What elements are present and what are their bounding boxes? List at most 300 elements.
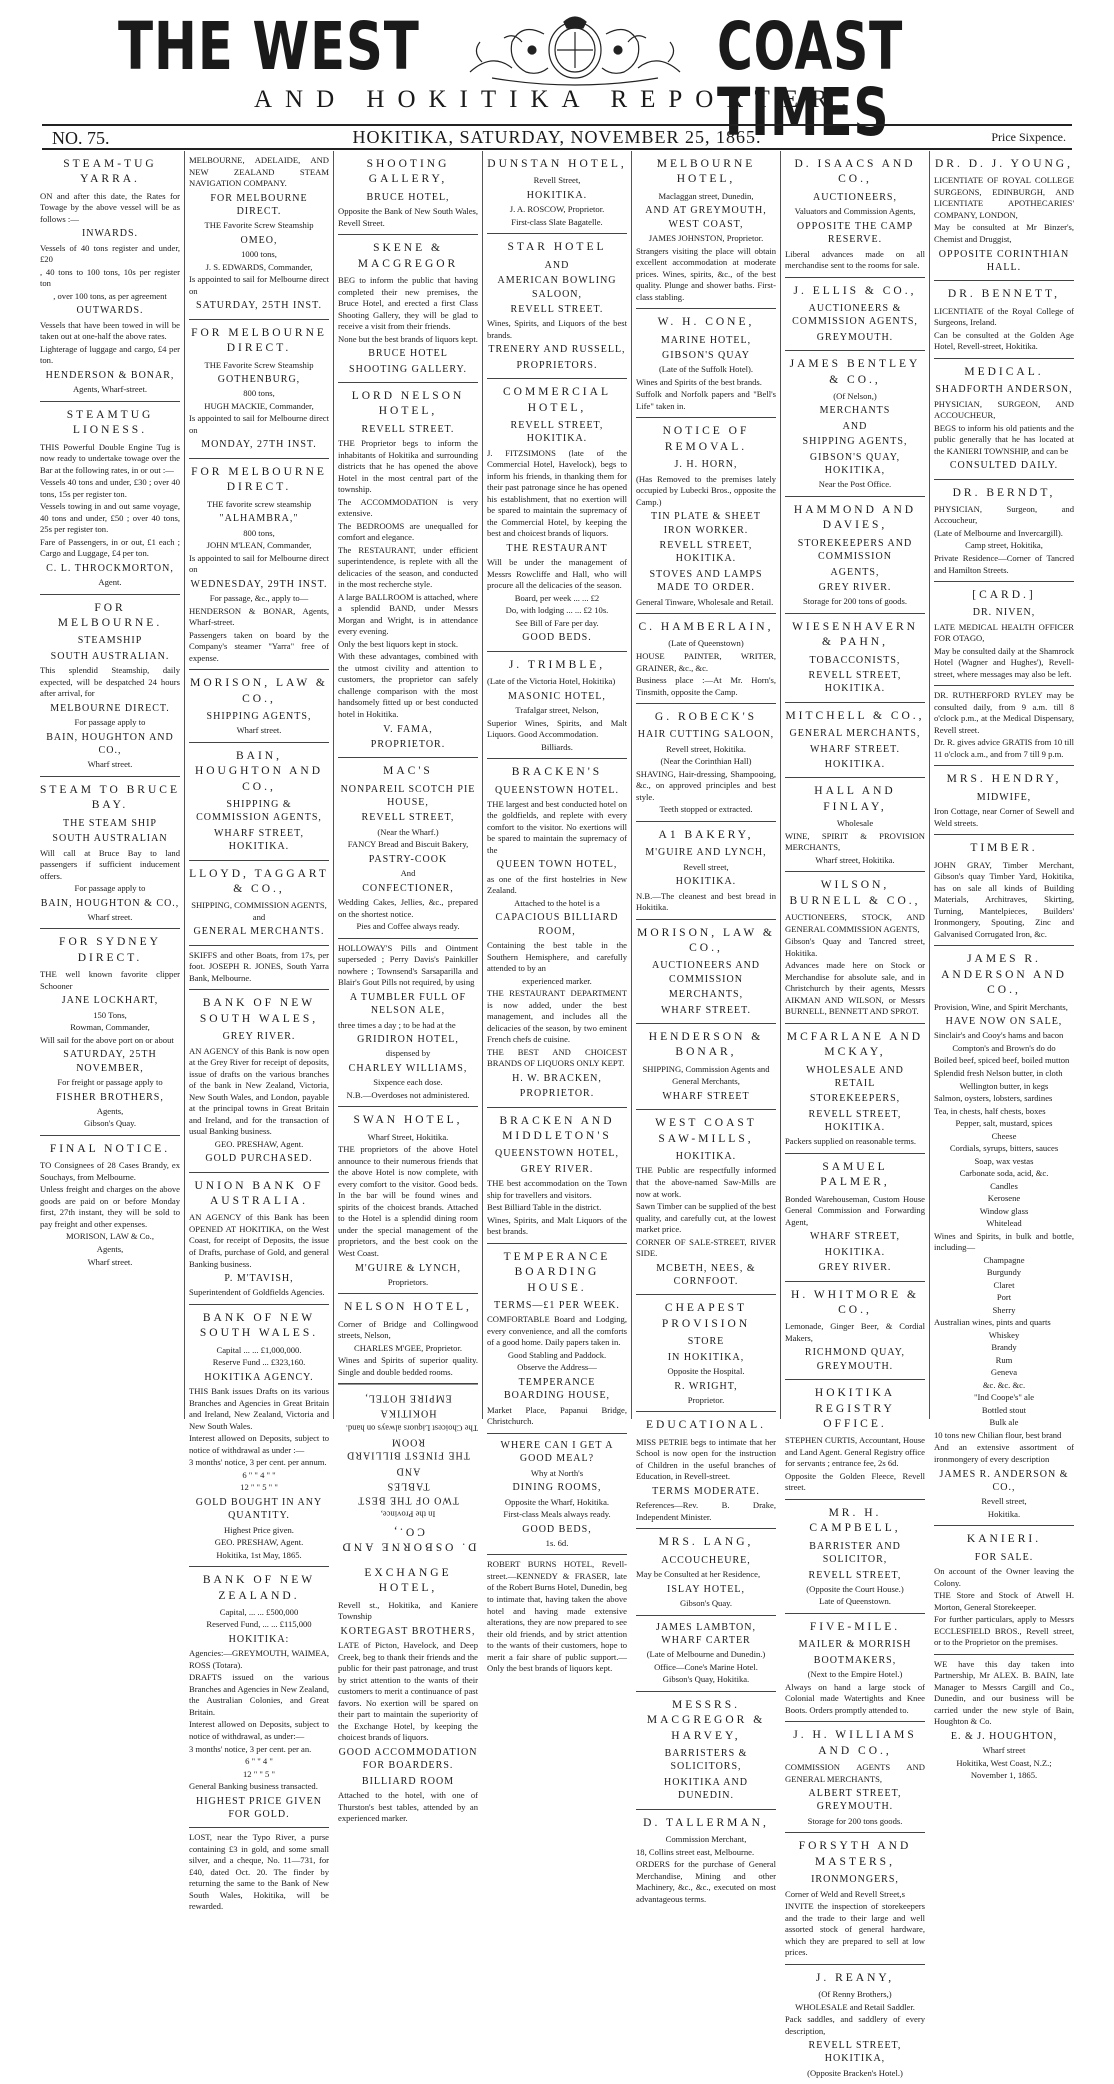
advertisement xyxy=(189,459,329,670)
ad-heading: DR. BERNDT, xyxy=(952,486,1056,499)
advertisement xyxy=(636,822,776,920)
ad-line: STOREKEEPERS AND COMMISSION xyxy=(797,537,913,563)
column-7 xyxy=(930,151,1078,1781)
ad-heading: WHERE CAN I GET A GOOD MEAL? xyxy=(500,1439,614,1465)
ad-line: Interest allowed on Deposits, subject to notice of withdrawal as under :— xyxy=(189,1433,329,1455)
ad-heading: FOR MELBOURNE DIRECT. xyxy=(191,465,327,494)
ad-line: JOHN M'LEAN, Commander, xyxy=(206,540,312,551)
ad-line: Gibson's Quay and Tancred street, Hokitika. xyxy=(785,936,925,958)
ad-line: Highest Price given. xyxy=(224,1524,294,1535)
ad-line: Maclaggan street, Dunedin, xyxy=(658,190,754,201)
ad-line: Wines and Spirits, in bulk and bottle, including— xyxy=(934,1230,1074,1253)
ad-line: Vessels that have been towed in will be taken out at one-half the above rates. xyxy=(40,319,180,342)
advertisement xyxy=(338,1294,478,1384)
ad-heading: JAMES R. ANDERSON AND CO., xyxy=(941,953,1067,997)
ad-heading: DR. RUTHERFORD RYLEY may be consulted daily, from 9 a.m. till 8 o'clock p.m., at the Medical Dispensary, Revell street. xyxy=(934,690,1074,735)
ad-line: Attached to the hotel is a xyxy=(514,897,600,908)
ad-line: Advances made here on Stock or Merchandise for absolute sale, and in Christchurch by their agents, Messrs AIKMAN AND WILSON, or Messrs BURNELL, BENNETT AND SPROT. xyxy=(785,960,925,1017)
ad-line: V. FAMA, xyxy=(383,723,433,735)
ad-line: Vessels towing in and out same voyage, 40 tons and under, £50 ; over 40 tons, 25s per register ton. xyxy=(40,501,180,535)
ad-heading: J. H. WILLIAMS AND CO., xyxy=(793,1729,917,1757)
ad-line: Can be consulted at the Golden Age Hotel, Revell-street, Hokitika. xyxy=(934,329,1074,352)
ad-line: Tea, in chests, half chests, boxes xyxy=(934,1105,1046,1116)
ad-line: Agents, xyxy=(96,1105,124,1116)
ad-line: Agent. xyxy=(98,577,122,588)
advertisement xyxy=(189,151,329,320)
ad-line: Wharf street. xyxy=(87,1256,133,1267)
ad-line: Carbonate soda, acid, &c. xyxy=(959,1168,1049,1179)
issue-date: HOKITIKA, SATURDAY, NOVEMBER 25, 1865. xyxy=(352,127,762,147)
ad-line: WHARF STREET, HOKITIKA. xyxy=(213,827,305,853)
ad-line: Corner of Bridge and Collingwood streets, Nelson, xyxy=(338,1318,478,1341)
ad-line: MISS PETRIE begs to intimate that her School is now open for the instruction of Children in the useful branches of Education, in Revell-street. xyxy=(636,1436,776,1482)
ad-heading: MRS. HENDRY, xyxy=(946,773,1062,786)
ad-line: Wines and Spirits of superior quality. Single and double bedded rooms. xyxy=(338,1355,478,1377)
advertisement xyxy=(189,861,329,946)
ad-line: (Late of Melbourne and Dunedin.) xyxy=(646,1649,766,1660)
advertisement xyxy=(189,743,329,861)
ad-line: AUCTIONEERS & COMMISSION AGENTS, xyxy=(792,302,918,328)
ad-line: (Late of the Victoria Hotel, Hokitika) xyxy=(487,676,616,687)
advertisement xyxy=(934,359,1074,480)
ad-line: REVELL STREET, HOKITIKA. xyxy=(510,419,604,445)
ad-heading: FOR MELBOURNE DIRECT. xyxy=(191,326,327,355)
ad-line: COMFORTABLE Board and Lodging, every convenience, and all the comforts of a good home. Daily papers taken in. xyxy=(487,1314,627,1348)
ad-line: BEG to inform the public that having completed their new premises, the Bruce Hotel, and erected a first Class Shooting Gallery, they will be glad to receive a visit from their friends. xyxy=(338,275,478,332)
ad-line: FANCY Bread and Biscuit Bakery, xyxy=(347,839,469,850)
ad-line: Lemonade, Ginger Beer, & Cordial Makers, xyxy=(785,1321,925,1343)
ad-line: Lighterage of luggage and cargo, £4 per ton. xyxy=(40,343,180,366)
ad-line: HENDERSON & BONAR, Agents, Wharf-street. xyxy=(189,605,329,628)
ad-line: A large BALLROOM is attached, where a splendid BAND, under Messrs Morgan and Wright, is in attendance every evening. xyxy=(338,591,478,637)
ad-line: Salmon, oysters, lobsters, sardines xyxy=(934,1093,1053,1104)
ad-line: BAIN, HOUGHTON & CO., xyxy=(40,897,180,909)
advertisement xyxy=(785,1282,925,1381)
ad-line: BARRISTERS & SOLICITORS, xyxy=(664,1748,748,1773)
ad-line: Sawn Timber can be supplied of the best quality, and carefully cut, at the lowest market price. xyxy=(636,1201,776,1235)
ad-line: AND xyxy=(544,259,570,271)
ad-line: Agents, xyxy=(96,1243,124,1254)
ad-line: PHYSICIAN, SURGEON, AND ACCOUCHEUR, xyxy=(934,398,1074,421)
advertisement xyxy=(636,704,776,822)
ad-line: STEPHEN CURTIS, Accountant, House and Land Agent. General Registry office for servants ; entrance fee, 2s 6d. xyxy=(785,1435,925,1469)
ad-line: MERCHANTS xyxy=(819,405,891,417)
ad-heading: BRACKEN AND MIDDLETON'S xyxy=(499,1114,615,1143)
ad-line: Commission Merchant, xyxy=(665,1834,747,1845)
advertisement xyxy=(785,872,925,1023)
advertisement xyxy=(338,151,478,235)
advertisement xyxy=(785,1380,925,1500)
ad-line: Business place :—At Mr. Horn's, Tinsmith, opposite the Camp. xyxy=(636,675,776,697)
ad-heading: BAIN, HOUGHTON AND CO., xyxy=(194,749,324,793)
ad-line: First-class Meals always ready. xyxy=(503,1509,611,1520)
ad-heading: SAMUEL PALMER, xyxy=(820,1160,890,1189)
ad-line: Corner of Weld and Revell Street,s xyxy=(785,1888,905,1899)
ad-line: AMERICAN BOWLING SALOON, xyxy=(497,275,617,300)
ad-line: SOUTH AUSTRALIAN xyxy=(52,833,168,845)
ad-heading: DR. BENNETT, xyxy=(947,288,1061,301)
ad-line: 800 tons, xyxy=(243,388,275,399)
ad-line: Opposite the Hospital. xyxy=(667,1365,745,1376)
ad-line: HOKITIKA. xyxy=(526,189,588,201)
ad-line: OMEO, xyxy=(240,234,278,246)
ad-line: dispensed by xyxy=(385,1048,431,1059)
ad-line: GREY RIVER. xyxy=(818,1262,892,1274)
ad-line: Good Stabling and Paddock. xyxy=(507,1349,607,1360)
ad-line: INVITE the inspection of storekeepers and the trade to their large and well assorted stock of general hardware, which they are prepared to sell at low prices. xyxy=(785,1901,925,1958)
ad-heading: MORISON, LAW & CO., xyxy=(637,926,775,955)
advertisement xyxy=(636,309,776,418)
ad-line: QUEENSTOWN HOTEL, xyxy=(494,1148,620,1160)
advertisement xyxy=(636,418,776,614)
advertisement xyxy=(785,1722,925,1833)
ad-line: IN HOKITIKA, xyxy=(667,1351,745,1363)
ad-line: DR. NIVEN, xyxy=(972,607,1036,619)
ad-line: BOOTMAKERS, xyxy=(813,1654,897,1666)
advertisement xyxy=(785,278,925,352)
ad-line: FISHER BROTHERS, xyxy=(56,1091,164,1103)
ad-line: (Opposite Bracken's Hotel.) xyxy=(807,2067,903,2078)
ad-heading: MCFARLANE AND MCKAY, xyxy=(786,1030,924,1059)
ad-line: THE BEST AND CHOICEST BRANDS OF LIQUORS ONLY KEPT. xyxy=(487,1046,627,1069)
ad-line: E. & J. HOUGHTON, xyxy=(950,1730,1058,1742)
ad-line: Teeth stopped or extracted. xyxy=(659,804,753,815)
ad-line: See Bill of Fare per day. xyxy=(515,617,599,628)
ad-line: LICENTIATE of the Royal College of Surgeons, Ireland. xyxy=(934,305,1074,328)
ad-line: REVELL STREET. xyxy=(510,303,604,315)
ad-line: Whitelead xyxy=(986,1218,1022,1229)
ad-line: WHARF STREET. xyxy=(660,1004,752,1016)
ad-line: STEAMSHIP xyxy=(77,635,143,647)
ad-line: THE favorite screw steamship xyxy=(206,498,312,509)
ad-line: GREY RIVER. xyxy=(818,581,892,593)
ad-line: MIDWIFE, xyxy=(976,791,1032,803)
ad-heading: WILSON, BURNELL & CO., xyxy=(789,879,921,907)
ad-line: Proprietors. xyxy=(387,1276,429,1287)
ad-line: 1s. 6d. xyxy=(545,1537,569,1548)
advertisement xyxy=(40,402,180,595)
ad-line: Kerosene xyxy=(987,1193,1021,1204)
ad-line: Iron Cottage, near Corner of Sewell and Weld streets. xyxy=(934,806,1074,828)
ad-line: First-class Slate Bagatelle. xyxy=(511,216,603,227)
ad-line: J. H. HORN, xyxy=(674,459,738,471)
ad-line: AUCTIONEERS, STOCK, AND GENERAL COMMISSION AGENTS, xyxy=(785,912,925,934)
ad-heading: MELBOURNE, ADELAIDE, AND NEW ZEALAND STEAM NAVIGATION COMPANY. xyxy=(189,155,329,189)
ad-line: TRENERY AND RUSSELL, xyxy=(488,344,626,356)
ad-line: JANE LOCKHART, xyxy=(61,995,159,1007)
ad-line: Unless freight and charges on the above goods are paid on or before Monday first, 27th instant, they will be sold to pay freight and other expenses. xyxy=(40,1184,180,1229)
advertisement xyxy=(934,835,1074,946)
ad-line: LATE of Picton, Havelock, and Deep Creek, beg to thank their friends and the public for their past patronage, and trust by strict attention to the wants of their customers to merit a continuance of past favors. No exertion will be spared on their part to maintain the superiority of the Exchange Hotel, by keeping the choicest brands of liquors. xyxy=(338,1640,478,1743)
advertisement xyxy=(785,778,925,872)
ad-line: Revell street, xyxy=(683,861,729,872)
ad-line: Gibson's Quay. xyxy=(83,1118,137,1129)
ad-line: BRUCE HOTEL xyxy=(368,348,448,360)
ad-line: HOKITIKA xyxy=(379,1408,437,1420)
ad-line: CORNER OF SALE-STREET, RIVER SIDE. xyxy=(636,1236,776,1259)
ad-line: PROPRIETORS. xyxy=(516,359,598,371)
ad-line: Cheese xyxy=(991,1130,1017,1141)
advertisement xyxy=(934,480,1074,583)
ad-line: Wines, Spirits, and Malt Liquors of the best brands. xyxy=(487,1214,627,1237)
ad-line: J. FITZSIMONS (late of the Commercial Hotel, Havelock), begs to inform his friends, in thanking them for their past patronage since he has opened his establishment, that no exertion will be spared to maintain the supremacy of the Commercial Hotel, by keeping the best and choicest brands of liquors. xyxy=(487,447,627,539)
ad-heading: EDUCATIONAL. xyxy=(645,1419,766,1432)
advertisement xyxy=(636,1024,776,1110)
ad-line: NONPAREIL SCOTCH PIE HOUSE, xyxy=(340,783,476,809)
ad-line: Will sail for the above port on or about xyxy=(40,1034,174,1045)
ad-line: MAILER & MORRISH xyxy=(798,1639,912,1651)
ad-line: GENERAL MERCHANTS, xyxy=(789,728,921,740)
ad-heading: A1 BAKERY, xyxy=(658,828,754,841)
ad-line: ALBERT STREET, GREYMOUTH. xyxy=(808,1788,902,1813)
advertisement xyxy=(40,777,180,930)
ad-line: N.B.—The cleanest and best bread in Hokitika. xyxy=(636,890,776,913)
ad-line: THE Favorite Screw Steamship xyxy=(204,220,314,231)
column-1 xyxy=(36,151,185,1419)
ad-line: EMPIRE HOTEL, xyxy=(364,1392,452,1404)
ad-line: (Late of Melbourne and Invercargill). xyxy=(934,527,1063,538)
ad-line: Is appointed to sail for Melbourne direct on xyxy=(189,274,329,296)
ad-line: TEMPERANCE BOARDING HOUSE, xyxy=(503,1377,611,1402)
ad-line: THE Public are respectfully informed that the above-named Saw-Mills are now at work. xyxy=(636,1165,776,1199)
ad-line: 10 tons new Chilian flour, best brand xyxy=(934,1429,1062,1440)
advertisement xyxy=(636,1412,776,1529)
ad-line: Opposite the Wharf, Hokitika. xyxy=(504,1496,610,1507)
advertisement xyxy=(785,703,925,779)
ad-line: FOR MELBOURNE DIRECT. xyxy=(210,192,308,217)
ad-line: THIS Powerful Double Engine Tug is now ready to undertake towage over the Bar at the following rates, in or out :— xyxy=(40,441,180,475)
ad-line: Champagne xyxy=(983,1254,1025,1265)
ad-line: For passage, &c., apply to— xyxy=(209,593,309,604)
ad-line: (Near the Corinthian Hall) xyxy=(660,756,752,767)
ad-line: INWARDS. xyxy=(81,228,139,240)
ad-line: THE Proprietor begs to inform the inhabitants of Hokitika and surrounding districts that he has opened the above Hotel in the most central part of the township. xyxy=(338,438,478,495)
advertisement xyxy=(785,497,925,614)
ad-line: Bonded Warehouseman, Custom House General Commission and Forwarding Agent, xyxy=(785,1193,925,1227)
ad-heading: W. H. CONE, xyxy=(657,316,755,329)
ad-line: AGENTS, xyxy=(830,566,880,578)
ad-line: THE proprietors of the above Hotel announce to their numerous friends that the above Hotel is now complete, with every comfort to the visitor. Good beds. In the bar will be found wines and spirits of the choicest brands. Attached to the Hotel is a splendid dining room under the special management of the proprietors, and the best cook on the West Coast. xyxy=(338,1144,478,1258)
ad-line: General Banking business transacted. xyxy=(189,1781,318,1792)
ad-heading: FOR SYDNEY DIRECT. xyxy=(59,936,161,964)
ad-line: STOREKEEPERS, xyxy=(809,1093,901,1105)
ad-line: Vessels of 40 tons register and under, £20 xyxy=(40,242,180,265)
title-right: COAST TIMES xyxy=(717,8,904,151)
advertisement xyxy=(189,320,329,459)
ad-line: Observe the Address— xyxy=(517,1362,597,1373)
ad-line: THE best accommodation on the Town ship for travellers and visitors. xyxy=(487,1178,627,1200)
ad-line: HOKITIKA. xyxy=(675,1151,737,1163)
ad-line: HOKITIKA. xyxy=(824,1246,886,1258)
ad-line: Hokitika, West Coast, N.Z.; xyxy=(956,1757,1052,1768)
ad-line: Pack saddles, and saddlery of every description, xyxy=(785,2014,925,2036)
ad-line: Why at North's xyxy=(530,1467,584,1478)
ad-line: , over 100 tons, as per agreement xyxy=(53,290,167,301)
ad-line: Will be under the management of Messrs Rowcliffe and Hall, who will procure all the delicacies of the season. xyxy=(487,557,627,591)
ad-line: The RESTAURANT, under efficient superintendence, is replete with all the delicacies of the season, and conducted in the most recherche style. xyxy=(338,544,478,590)
ad-line: HUGH MACKIE, Commander, xyxy=(204,400,314,411)
advertisement xyxy=(636,1110,776,1295)
ad-line: SHIPPING AGENTS, xyxy=(206,710,312,722)
ad-line: Rum xyxy=(995,1354,1013,1365)
ad-line: BRUCE HOTEL, xyxy=(366,191,450,203)
ad-line: HOKITIKA AND DUNEDIN. xyxy=(664,1776,748,1802)
ad-heading: TEMPERANCE BOARDING HOUSE. xyxy=(503,1250,611,1294)
ad-line: 12 " " 5 " xyxy=(242,1768,275,1779)
ad-line: LICENTIATE OF ROYAL COLLEGE SURGEONS, EDINBURGH, AND LICENTIATE APOTHECARIES' COMPANY, LONDON, xyxy=(934,175,1074,220)
ad-line: HOKITIKA. xyxy=(824,758,886,770)
ad-heading: SHOOTING GALLERY, xyxy=(366,158,450,186)
ad-heading: STEAM-TUG YARRA. xyxy=(63,158,157,186)
ad-line: Window glass xyxy=(979,1205,1029,1216)
ad-line: 12 " " 5 " " xyxy=(240,1482,278,1493)
ad-line: Valuators and Commission Agents, xyxy=(794,206,916,217)
ad-heading: STEAM TO BRUCE BAY. xyxy=(40,783,180,812)
ad-heading: WEST COAST SAW-MILLS, xyxy=(655,1117,757,1145)
ad-line: Billiards. xyxy=(541,741,573,752)
ad-line: May be Consulted at her Residence, xyxy=(636,1569,761,1580)
ad-line: 1000 tons, xyxy=(241,249,277,260)
price: Price Sixpence. xyxy=(991,130,1066,144)
ad-heading: STAR HOTEL xyxy=(507,241,607,254)
ad-line: GREY RIVER. xyxy=(520,1163,594,1175)
ad-line: GEO. PRESHAW, Agent. xyxy=(214,1138,304,1149)
ad-line: BEGS to inform his old patients and the public generally that he has located at the KANIERI TOWNSHIP, and can be xyxy=(934,422,1074,456)
ad-line: Wharf street. xyxy=(87,759,133,770)
ad-line: SHIPPING, COMMISSION AGENTS, and xyxy=(191,900,327,922)
ad-line: WHARF STREET. xyxy=(809,743,901,755)
ad-line: Is appointed to sail for Melbourne direct on xyxy=(189,413,329,435)
ad-line: THE well known favorite clipper Schooner xyxy=(40,969,180,991)
ad-line: PROPRIETOR. xyxy=(370,738,446,750)
ad-heading: MAC'S xyxy=(383,765,433,778)
ad-line: PASTRY-COOK xyxy=(368,853,448,865)
advertisement xyxy=(40,1136,180,1273)
ad-line: Market Place, Papanui Bridge, Christchurch. xyxy=(487,1404,627,1427)
advertisement xyxy=(338,1107,478,1294)
ad-heading: J. ELLIS & CO., xyxy=(793,284,917,297)
column-3 xyxy=(334,151,483,1824)
ad-line: Packers supplied on reasonable terms. xyxy=(785,1136,917,1147)
ad-line: The ACCOMMODATION is very extensive. xyxy=(338,496,478,519)
ad-line: (Late of the Suffolk Hotel). xyxy=(658,364,754,375)
ad-heading: HAMMOND AND DAVIES, xyxy=(793,503,917,532)
ad-line: DRAFTS issued on the various Branches and Agencies in New Zealand, the Australian Colonies, and Great Britain. xyxy=(189,1672,329,1717)
ad-line: Reserve Fund ... £323,160. xyxy=(212,1357,306,1368)
ad-line: THIS Bank issues Drafts on its various Branches and Agencies in Great Britain and Ireland, New Zealand, Victoria and New South Wales. xyxy=(189,1386,329,1431)
ad-line: GOOD BEDS. xyxy=(522,632,592,644)
ad-line: SHIPPING & COMMISSION AGENTS, xyxy=(196,799,322,824)
ad-line: GRIDIRON HOTEL, xyxy=(357,1034,459,1046)
ad-line: Revell street, xyxy=(981,1496,1027,1507)
ad-line: Will call at Bruce Bay to land passengers if sufficient inducement offers. xyxy=(40,847,180,881)
ad-line: 18, Collins street east, Melbourne. xyxy=(636,1846,755,1857)
ad-line: Late of Queenstown. xyxy=(819,1596,891,1607)
ad-heading: JAMES BENTLEY & CO., xyxy=(789,358,921,386)
ad-line: Near the Post Office. xyxy=(818,479,892,490)
advertisement xyxy=(934,582,1074,686)
ad-line: HOKITIKA: xyxy=(228,1633,290,1645)
ad-heading: C. HAMBERLAIN, xyxy=(638,621,774,634)
advertisement xyxy=(487,652,627,759)
ad-line: (Opposite the Court House.) xyxy=(806,1583,904,1594)
ad-line: C. L. THROCKMORTON, xyxy=(46,562,174,574)
ad-line: THE FINEST BILLIARD ROOM xyxy=(346,1437,470,1462)
ad-line: MASONIC HOTEL, xyxy=(508,690,606,702)
advertisement xyxy=(487,1108,627,1244)
ad-heading: NOTICE OF REMOVAL. xyxy=(662,425,750,453)
ad-line: (Next to the Empire Hotel.) xyxy=(807,1669,903,1680)
ad-heading: FIVE-MILE. xyxy=(809,1620,901,1633)
ad-line: May be consulted daily at the Shamrock Hotel (Wagner and Hughes'), Revell-street, where messages may also be left. xyxy=(934,645,1074,679)
ad-line: GOTHENBURG, xyxy=(217,374,301,386)
ad-heading: WE have this day taken into Partnership, Mr ALEX. B. BAIN, late Manager to Messrs Cargill and Co., Dunedin, and our business will be carried under the new style of Bain, Houghton & Co. xyxy=(934,1658,1074,1727)
ad-line: "ALHAMBRA," xyxy=(219,513,299,525)
advertisement xyxy=(338,1560,478,1830)
ad-line: CHARLEY WILLIAMS, xyxy=(348,1063,468,1074)
ad-heading: MR. H. CAMPBELL, xyxy=(809,1506,901,1535)
ad-heading: FORSYTH AND MASTERS, xyxy=(798,1840,912,1868)
advertisement xyxy=(785,1024,925,1154)
ad-line: ON and after this date, the Rates for Towage by the above vessel will be as follows :— xyxy=(40,190,180,224)
advertisement xyxy=(487,759,627,1108)
ad-line: COMMISSION AGENTS AND GENERAL MERCHANTS, xyxy=(785,1762,925,1784)
ad-line: Storage for 200 tons of goods. xyxy=(802,596,908,607)
ad-line: AND xyxy=(395,1465,421,1477)
advertisement xyxy=(934,1526,1074,1654)
ad-line: November 1, 1865. xyxy=(970,1770,1038,1781)
advertisement xyxy=(636,1529,776,1615)
ad-line: Passengers taken on board by the Company's steamer "Yarra" free of expense. xyxy=(189,629,329,663)
ad-line: Geneva xyxy=(990,1367,1018,1378)
ad-line: GIBSON'S QUAY xyxy=(661,350,751,361)
ad-heading: UNION BANK OF AUSTRALIA. xyxy=(194,1179,324,1208)
ad-line: Superintendent of Goldfields Agencies. xyxy=(189,1287,325,1298)
ad-line: A TUMBLER FULL OF NELSON ALE, xyxy=(349,991,467,1017)
advertisement xyxy=(189,1173,329,1305)
ad-line: AND xyxy=(842,420,868,432)
advertisement xyxy=(189,990,329,1172)
ad-line: For passage apply to xyxy=(74,883,146,894)
ad-heading: BANK OF NEW SOUTH WALES. xyxy=(199,1311,319,1340)
ad-line: With these advantages, combined with the utmost civility and attention to customers, the proprietor can safely challenge comparison with the most handsomely fitted up or best conducted hotel in Hokitika. xyxy=(338,651,478,719)
ad-heading: MESSRS. MACGREGOR & HARVEY, xyxy=(646,1698,766,1742)
ad-line: Cordials, syrups, bitters, sauces xyxy=(949,1143,1059,1154)
ad-line: BILLIARD ROOM xyxy=(361,1775,455,1787)
ad-heading: D. ISAACS AND CO., xyxy=(794,158,916,186)
ad-line: Wharf street xyxy=(982,1745,1026,1756)
advertisement-columns xyxy=(36,151,1078,2078)
ad-line: Provision, Wine, and Spirit Merchants, xyxy=(934,1001,1068,1012)
ad-heading: DR. D. J. YOUNG, xyxy=(935,158,1073,170)
ad-line: MELBOURNE DIRECT. xyxy=(50,702,170,714)
ad-line: Sinclair's and Cooy's hams and bacon xyxy=(934,1030,1064,1041)
ad-line: Wharf street. xyxy=(87,911,133,922)
ad-line: Trafalgar street, Nelson, xyxy=(515,705,599,716)
ad-line: THE Favorite Screw Steamship xyxy=(204,359,314,370)
ad-line: SHOOTING GALLERY. xyxy=(349,363,467,375)
ad-line: Is appointed to sail for Melbourne direct on xyxy=(189,552,329,575)
ad-line: Only the best liquors kept in stock. xyxy=(338,638,459,649)
ad-line: three times a day ; to be had at the xyxy=(338,1019,456,1030)
ad-line: 6 " " 4 " " xyxy=(242,1469,276,1480)
ad-line: OPPOSITE CORINTHIAN HALL. xyxy=(938,248,1070,273)
ad-line: Private Residence—Corner of Tancred and Hamilton Streets. xyxy=(934,552,1074,575)
ad-line: Opposite the Golden Fleece, Revell street. xyxy=(785,1470,925,1493)
ad-line: Dr. R. gives advice GRATIS from 10 till 11 o'clock a.m., and from 7 till 9 p.m. xyxy=(934,737,1074,759)
ad-line: Agents, Wharf-street. xyxy=(72,384,148,395)
ad-line: PROPRIETOR. xyxy=(519,1088,595,1100)
